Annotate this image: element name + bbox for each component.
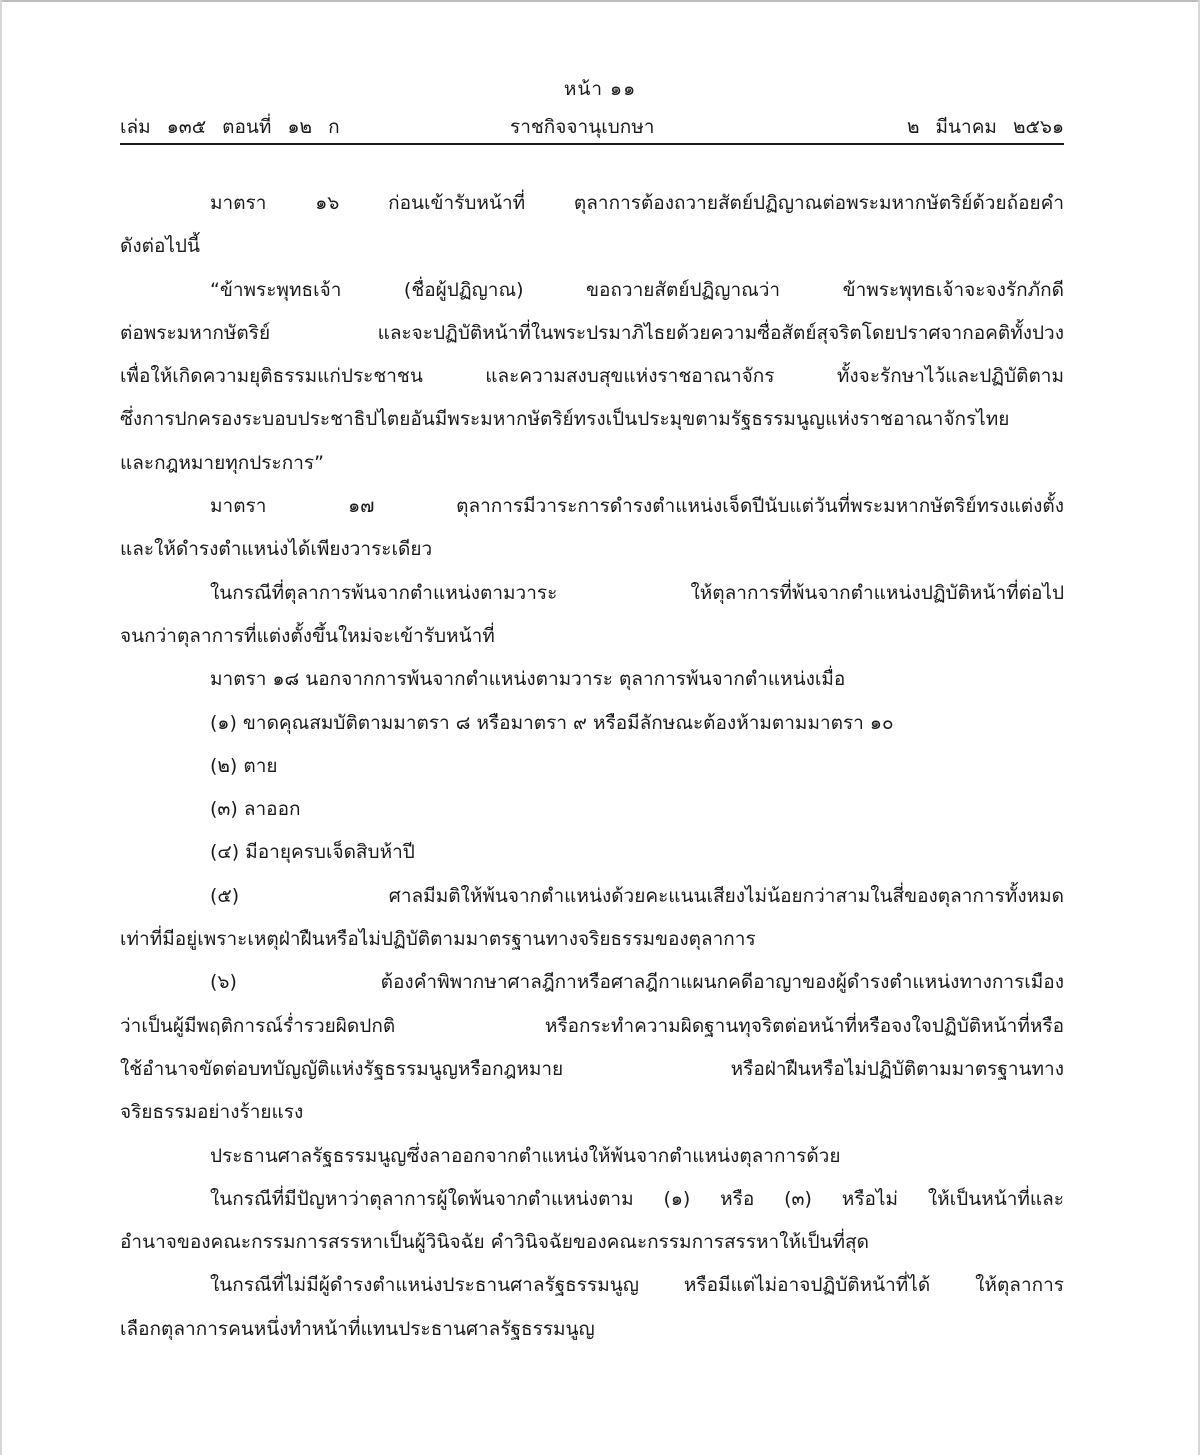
section-18-item-5-line-2: เท่าที่มีอยู่เพราะเหตุฝ่าฝืนหรือไม่ปฏิบัติตามมาตรฐานทางจริยธรรมของตุลาการ (120, 928, 756, 951)
section-18-item-4: (๔) มีอายุครบเจ็ดสิบห้าปี (210, 841, 415, 864)
section-18-para-president: ประธานศาลรัฐธรรมนูญซึ่งลาออกจากตำแหน่งให้พ้นจากตำแหน่งตุลาการด้วย (210, 1144, 841, 1167)
section-17-line-1: มาตรา ๑๗ ตุลาการมีวาระการดำรงตำแหน่งเจ็ดปีนับแต่วันที่พระมหากษัตริย์ทรงแต่งตั้ง (210, 495, 1064, 518)
section-17-line-2: และให้ดำรงตำแหน่งได้เพียงวาระเดียว (120, 538, 433, 561)
section-18-para-acting-line-2: เลือกตุลาการคนหนึ่งทำหน้าที่แทนประธานศาลรัฐธรรมนูญ (120, 1317, 595, 1340)
section-17-para2-line-2: จนกว่าตุลาการที่แต่งตั้งขึ้นใหม่จะเข้ารับหน้าที่ (120, 624, 495, 647)
header-divider (120, 143, 1064, 145)
gazette-header (120, 112, 1064, 142)
section-18-item-3: (๓) ลาออก (210, 798, 301, 821)
section-16-line-1: มาตรา ๑๖ ก่อนเข้ารับหน้าที่ ตุลาการต้องถวายสัตย์ปฏิญาณต่อพระมหากษัตริย์ด้วยถ้อยคำ (210, 192, 1064, 214)
section-18-item-6-line-4: จริยธรรมอย่างร้ายแรง (120, 1101, 304, 1124)
section-18-para-dispute-line-2: อำนาจของคณะกรรมการสรรหาเป็นผู้วินิจฉัย คำวินิจฉัยของคณะกรรมการสรรหาให้เป็นที่สุด (120, 1231, 869, 1254)
oath-line-3: เพื่อให้เกิดความยุติธรรมแก่ประชาชน และความสงบสุขแห่งราชอาณาจักร ทั้งจะรักษาไว้และปฏิบัติตาม (120, 365, 1064, 388)
page-top-border (0, 0, 1200, 2)
page-left-border (0, 0, 2, 1455)
page-number: หน้า ๑๑ (563, 78, 637, 100)
section-16-line-2: ดังต่อไปนี้ (120, 235, 200, 258)
oath-line-4: ซึ่งการปกครองระบอบประชาธิปไตยอันมีพระมหากษัตริย์ทรงเป็นประมุขตามรัฐธรรมนูญแห่งราชอาณาจักรไทย (120, 408, 1010, 431)
section-18-item-1: (๑) ขาดคุณสมบัติตามมาตรา ๘ หรือมาตรา ๙ หรือมีลักษณะต้องห้ามตามมาตรา ๑๐ (210, 711, 894, 734)
section-18-item-2: (๒) ตาย (210, 754, 278, 777)
section-17-para2-line-1: ในกรณีที่ตุลาการพ้นจากตำแหน่งตามวาระ ให้ตุลาการที่พ้นจากตำแหน่งปฏิบัติหน้าที่ต่อไป (210, 581, 1064, 604)
publication-date: ๒ มีนาคม ๒๕๖๑ (906, 116, 1064, 138)
oath-line-2: ต่อพระมหากษัตริย์ และจะปฏิบัติหน้าที่ในพระปรมาภิไธยด้วยความซื่อสัตย์สุจริตโดยปราศจากอคติทั้งปวง (120, 321, 1064, 344)
publication-title: ราชกิจจานุเบกษา (510, 116, 655, 138)
section-18-item-6-line-2: ว่าเป็นผู้มีพฤติการณ์ร่ำรวยผิดปกติ หรือกระทำความผิดฐานทุจริตต่อหน้าที่หรือจงใจปฏิบัติหน้าที่หรือ (120, 1014, 1064, 1037)
section-18-item-6-line-3: ใช้อำนาจขัดต่อบทบัญญัติแห่งรัฐธรรมนูญหรือกฎหมาย หรือฝ่าฝืนหรือไม่ปฏิบัติตามมาตรฐานทาง (120, 1057, 1064, 1080)
section-18-item-6-line-1: (๖) ต้องคำพิพากษาศาลฎีกาหรือศาลฎีกาแผนกคดีอาญาของผู้ดำรงตำแหน่งทางการเมือง (210, 971, 1064, 994)
oath-line-5: และกฎหมายทุกประการ” (120, 451, 324, 474)
volume-issue: เล่ม ๑๓๕ ตอนที่ ๑๒ ก (120, 116, 340, 138)
section-18-intro: มาตรา ๑๘ นอกจากการพ้นจากตำแหน่งตามวาระ ตุลาการพ้นจากตำแหน่งเมื่อ (210, 668, 846, 691)
section-18-para-dispute-line-1: ในกรณีที่มีปัญหาว่าตุลาการผู้ใดพ้นจากตำแหน่งตาม (๑) หรือ (๓) หรือไม่ ให้เป็นหน้าที่และ (210, 1187, 1064, 1210)
section-18-para-acting-line-1: ในกรณีที่ไม่มีผู้ดำรงตำแหน่งประธานศาลรัฐธรรมนูญ หรือมีแต่ไม่อาจปฏิบัติหน้าที่ได้ ให้ตุลาการ (210, 1274, 1064, 1297)
document-body (120, 182, 1064, 1351)
oath-line-1: “ข้าพระพุทธเจ้า (ชื่อผู้ปฏิญาณ) ขอถวายสัตย์ปฏิญาณว่า ข้าพระพุทธเจ้าจะจงรักภักดี (210, 278, 1064, 301)
section-18-item-5-line-1: (๕) ศาลมีมติให้พ้นจากตำแหน่งด้วยคะแนนเสียงไม่น้อยกว่าสามในสี่ของตุลาการทั้งหมด (210, 884, 1064, 907)
